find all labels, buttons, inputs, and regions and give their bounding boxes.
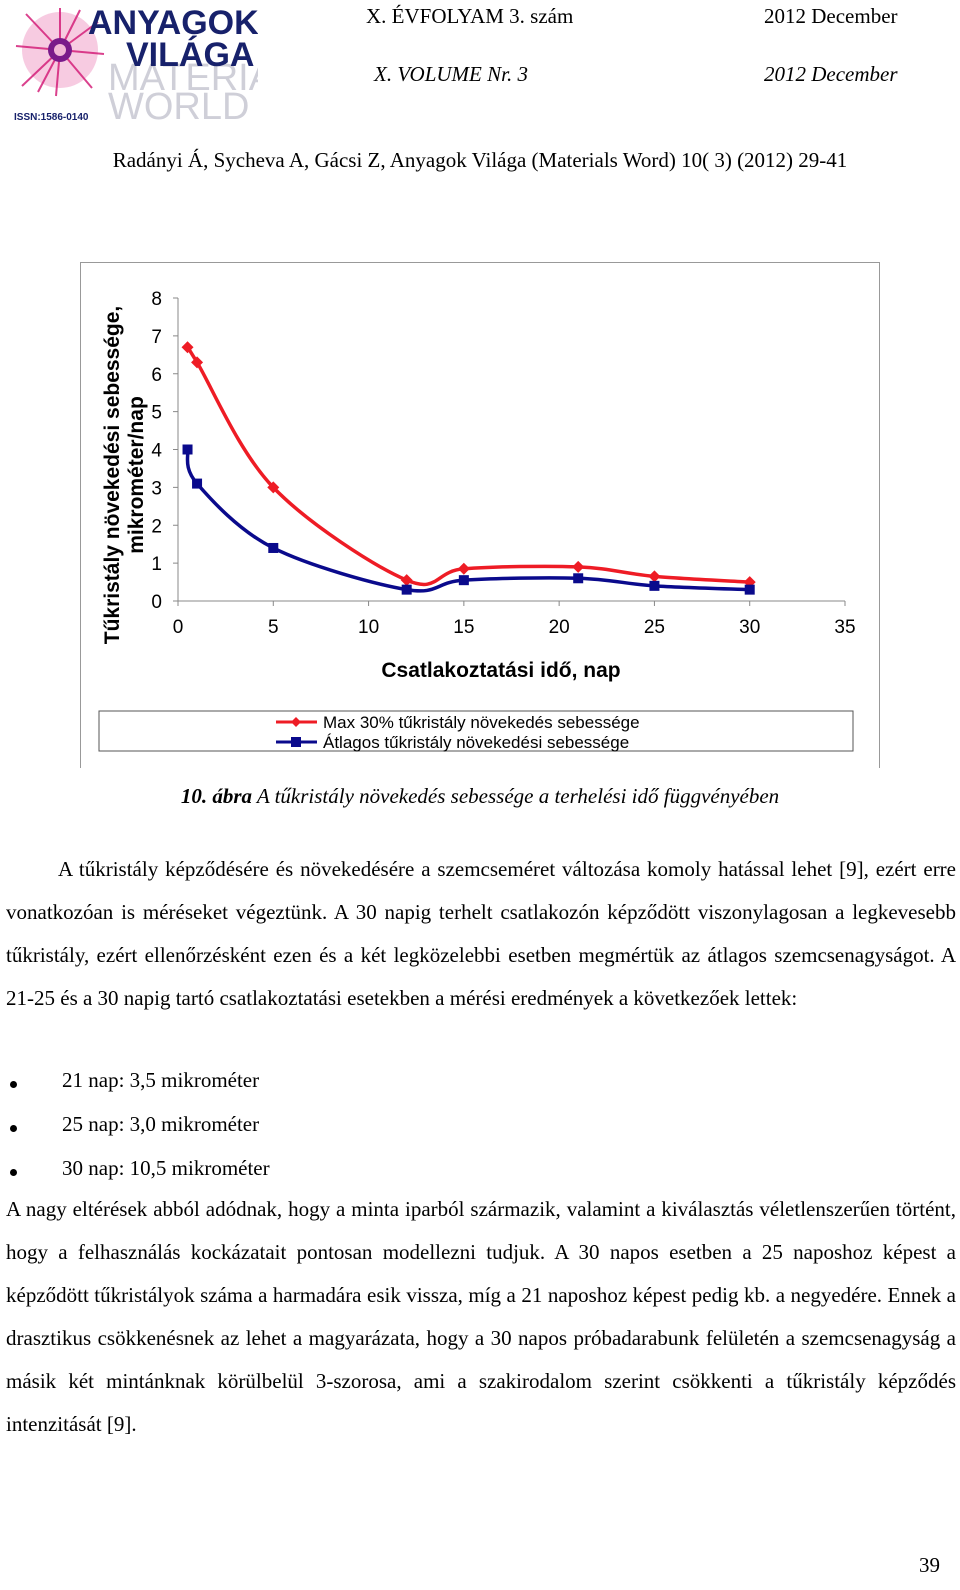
journal-logo (8, 2, 258, 122)
y-tick-label: 5 (151, 402, 162, 424)
volume-hu: X. ÉVFOLYAM 3. szám (366, 4, 574, 28)
x-tick-label: 35 (834, 617, 856, 638)
logo-bg-text-2: WORLD (108, 86, 250, 122)
paragraph-2 (6, 1188, 956, 1446)
list-item (0, 1112, 900, 1156)
y-tick-label: 3 (151, 478, 162, 500)
data-point-avg (649, 581, 659, 591)
data-point-avg (183, 445, 193, 455)
date-en: 2012 December (764, 62, 898, 86)
data-point-avg (192, 479, 202, 489)
x-tick-label: 30 (739, 617, 761, 638)
logo-bg-text: MATERI (108, 57, 249, 99)
logo-issn: ISSN:1586-0140 (14, 112, 89, 122)
data-point-max (648, 570, 660, 582)
paragraph-2-text: A nagy eltérések abból adódnak, hogy a minta iparból származik, valamint a kiválasztás véletlenszerűen történt, hogy a felhasználás kockázatait pontosan modellezni tudjuk. A 30 napos esetben a 25 naposhoz képest a képződött tűkristályok száma a harmadára esik vissza, míg a 21 naposhoz képest pedig kb. a negyedére. Ennek a drasztikus csökkenésnek az lehet a magyarázata, hogy a 30 napos próbadarabunk felületén a szemcsenagyság a másik két mintánknak körülbelül 3-szorosa, ami a szakirodalom szerint csökkenti a tűkristály képződés intenzitását [9]. (6, 1197, 956, 1436)
paragraph-1-text: A tűkristály képződésére és növekedésére a szemcseméret változása komoly hatással lehet [9], ezért erre vonatkozóan is méréseket végeztünk. A 30 napig terhelt csatlakozón képződött viszonylagosan a legkevesebb tűkristály, ezért ellenőrzésként ezen és a két legközelebbi esetben megmértük az átlagos szemcsenagyságot. A 21-25 és a 30 napig tartó csatlakoztatási esetekben a mérési eredmények a következőek lettek: (6, 857, 956, 1010)
y-axis-label: Tűkristály növekedési sebessége, (101, 305, 124, 645)
data-point-max (401, 574, 413, 586)
data-point-avg (745, 585, 755, 595)
y-tick-label: 0 (151, 592, 162, 613)
bullet-icon (10, 1125, 17, 1132)
bullet-list (0, 1068, 900, 1200)
logo-title-2: VILÁGA (126, 36, 255, 74)
data-point-avg (459, 575, 469, 585)
page-number: 39 (919, 1553, 940, 1577)
list-item-text: 21 nap: 3,5 mikrométer (62, 1068, 260, 1092)
figure-caption (0, 784, 960, 809)
bullet-icon (10, 1081, 17, 1088)
date-hu: 2012 December (764, 4, 898, 28)
citation-line (0, 148, 960, 173)
logo-title-1: ANYAGOK (88, 4, 258, 42)
paragraph-1 (6, 848, 956, 1020)
x-tick-label: 10 (358, 617, 380, 638)
citation-text: Radányi Á, Sycheva A, Gácsi Z, Anyagok Világa (Materials Word) 10( 3) (2012) 29-41 (112, 148, 848, 172)
legend-marker-avg (291, 737, 301, 747)
chart-figure (80, 262, 880, 768)
y-tick-label: 1 (151, 554, 162, 576)
x-axis-label: Csatlakoztatási idő, nap (381, 659, 621, 682)
caption-text: A tűkristály növekedés sebessége a terhelési idő függvényében (252, 784, 780, 808)
line-chart (81, 263, 879, 768)
list-item-text: 30 nap: 10,5 mikrométer (62, 1156, 270, 1180)
y-tick-label: 8 (151, 289, 162, 310)
y-tick-label: 7 (151, 326, 162, 348)
data-point-avg (268, 543, 278, 553)
x-tick-label: 5 (267, 617, 279, 638)
legend-label-max: Max 30% tűkristály növekedés sebessége (323, 713, 640, 732)
legend-label-avg: Átlagos tűkristály növekedési sebessége (323, 733, 630, 752)
data-point-avg (573, 573, 583, 583)
x-tick-label: 0 (172, 617, 184, 638)
data-point-avg (402, 585, 412, 595)
y-tick-label: 6 (151, 364, 162, 386)
data-point-max (572, 561, 584, 573)
y-tick-label: 4 (151, 440, 162, 462)
x-tick-label: 25 (643, 617, 665, 638)
legend-item-avg (276, 733, 629, 752)
volume-en: X. VOLUME Nr. 3 (374, 62, 528, 86)
list-item-text: 25 nap: 3,0 mikrométer (62, 1112, 260, 1136)
x-tick-label: 20 (548, 617, 570, 638)
legend-item-max (276, 713, 640, 732)
y-axis-label-2: mikrométer/nap (125, 396, 148, 554)
y-tick-label: 2 (151, 516, 162, 538)
legend-marker-max (291, 717, 301, 727)
bullet-icon (10, 1169, 17, 1176)
data-point-max (458, 563, 470, 575)
list-item (0, 1068, 900, 1112)
caption-label: 10. ábra (180, 784, 252, 808)
x-tick-label: 15 (453, 617, 475, 638)
